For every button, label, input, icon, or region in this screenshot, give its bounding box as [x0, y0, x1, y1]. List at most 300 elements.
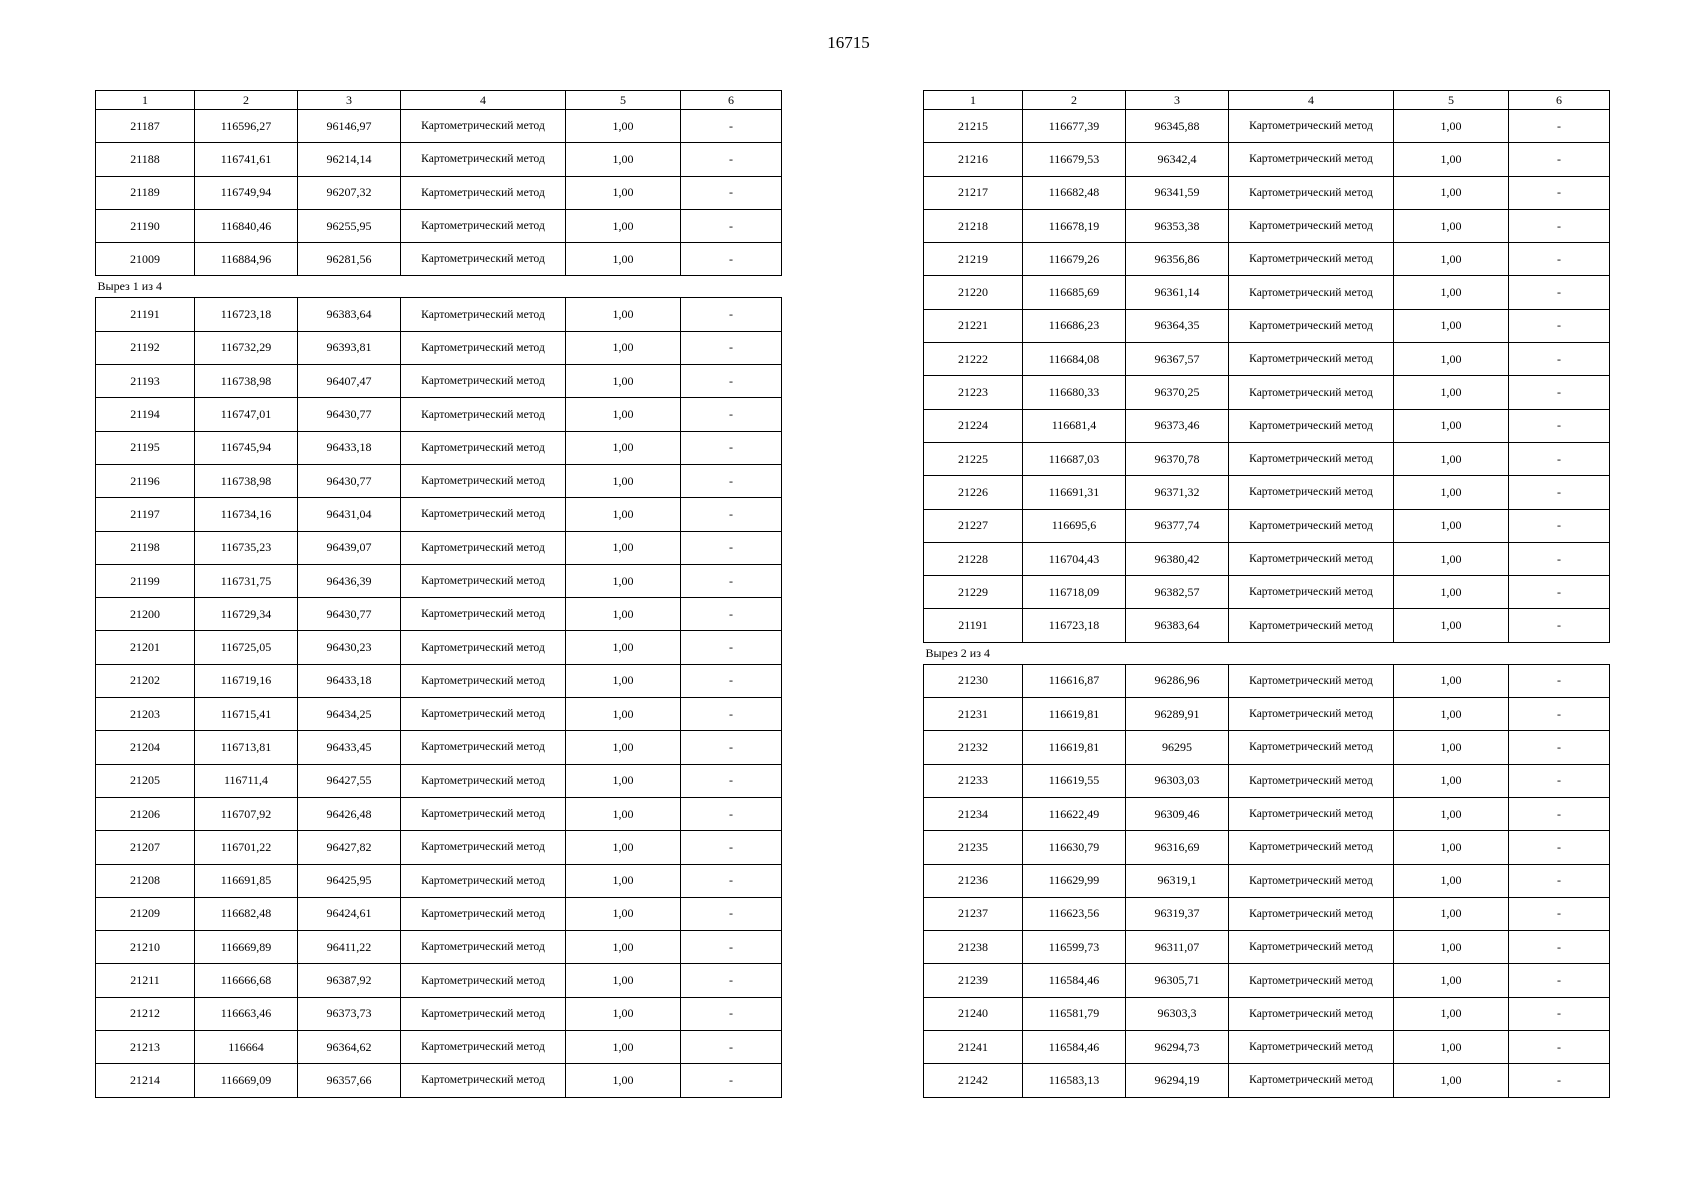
column-header: 5: [566, 91, 681, 110]
description-cell: -: [1509, 698, 1610, 731]
x-coordinate-cell: 116691,31: [1023, 476, 1126, 509]
accuracy-cell: 1,00: [1394, 509, 1509, 542]
coordinates-table-right: [923, 90, 1610, 1098]
method-cell: Картометрический метод: [401, 964, 566, 997]
y-coordinate-cell: 96430,23: [298, 631, 401, 664]
table-row: [924, 1064, 1610, 1097]
y-coordinate-cell: 96289,91: [1126, 698, 1229, 731]
method-cell: Картометрический метод: [401, 897, 566, 930]
y-coordinate-cell: 96433,45: [298, 731, 401, 764]
x-coordinate-cell: 116599,73: [1023, 931, 1126, 964]
y-coordinate-cell: 96319,37: [1126, 897, 1229, 930]
method-cell: Картометрический метод: [1229, 143, 1394, 176]
point-number-cell: 21195: [96, 431, 195, 464]
x-coordinate-cell: 116715,41: [195, 698, 298, 731]
accuracy-cell: 1,00: [1394, 409, 1509, 442]
description-cell: -: [681, 365, 782, 398]
method-cell: Картометрический метод: [401, 176, 566, 209]
y-coordinate-cell: 96430,77: [298, 464, 401, 497]
method-cell: Картометрический метод: [1229, 409, 1394, 442]
point-number-cell: 21230: [924, 664, 1023, 697]
accuracy-cell: 1,00: [566, 997, 681, 1030]
accuracy-cell: 1,00: [566, 698, 681, 731]
table-row: [924, 931, 1610, 964]
table-row: [96, 797, 782, 830]
table-row: [96, 298, 782, 331]
accuracy-cell: 1,00: [566, 431, 681, 464]
method-cell: Картометрический метод: [401, 564, 566, 597]
accuracy-cell: 1,00: [1394, 442, 1509, 475]
accuracy-cell: 1,00: [566, 331, 681, 364]
description-cell: -: [1509, 442, 1610, 475]
table-row: [924, 309, 1610, 342]
table-row: [96, 398, 782, 431]
description-cell: -: [1509, 764, 1610, 797]
table-row: [924, 442, 1610, 475]
x-coordinate-cell: 116666,68: [195, 964, 298, 997]
table-row: [96, 997, 782, 1030]
accuracy-cell: 1,00: [1394, 276, 1509, 309]
x-coordinate-cell: 116684,08: [1023, 343, 1126, 376]
point-number-cell: 21223: [924, 376, 1023, 409]
x-coordinate-cell: 116622,49: [1023, 797, 1126, 830]
table-row: [924, 864, 1610, 897]
x-coordinate-cell: 116701,22: [195, 831, 298, 864]
method-cell: Картометрический метод: [1229, 1064, 1394, 1097]
description-cell: -: [681, 831, 782, 864]
table-header-row: [924, 91, 1610, 110]
description-cell: -: [681, 298, 782, 331]
y-coordinate-cell: 96214,14: [298, 143, 401, 176]
table-row: [96, 964, 782, 997]
table-row: [96, 897, 782, 930]
x-coordinate-cell: 116713,81: [195, 731, 298, 764]
description-cell: -: [681, 864, 782, 897]
section-row: [96, 276, 782, 298]
accuracy-cell: 1,00: [1394, 176, 1509, 209]
y-coordinate-cell: 96146,97: [298, 110, 401, 143]
x-coordinate-cell: 116745,94: [195, 431, 298, 464]
point-number-cell: 21218: [924, 209, 1023, 242]
method-cell: Картометрический метод: [401, 498, 566, 531]
point-number-cell: 21222: [924, 343, 1023, 376]
point-number-cell: 21233: [924, 764, 1023, 797]
y-coordinate-cell: 96426,48: [298, 797, 401, 830]
accuracy-cell: 1,00: [566, 110, 681, 143]
point-number-cell: 21203: [96, 698, 195, 731]
point-number-cell: 21196: [96, 464, 195, 497]
accuracy-cell: 1,00: [1394, 309, 1509, 342]
table-row: [96, 1031, 782, 1064]
method-cell: Картометрический метод: [1229, 110, 1394, 143]
accuracy-cell: 1,00: [1394, 997, 1509, 1030]
y-coordinate-cell: 96383,64: [1126, 609, 1229, 642]
method-cell: Картометрический метод: [1229, 931, 1394, 964]
accuracy-cell: 1,00: [566, 398, 681, 431]
x-coordinate-cell: 116685,69: [1023, 276, 1126, 309]
y-coordinate-cell: 96286,96: [1126, 664, 1229, 697]
y-coordinate-cell: 96281,56: [298, 243, 401, 276]
point-number-cell: 21197: [96, 498, 195, 531]
table-row: [96, 464, 782, 497]
description-cell: -: [681, 176, 782, 209]
x-coordinate-cell: 116749,94: [195, 176, 298, 209]
y-coordinate-cell: 96407,47: [298, 365, 401, 398]
coordinates-table-left: [95, 90, 782, 1098]
x-coordinate-cell: 116682,48: [195, 897, 298, 930]
accuracy-cell: 1,00: [1394, 343, 1509, 376]
description-cell: -: [681, 997, 782, 1030]
table-row: [96, 698, 782, 731]
y-coordinate-cell: 96342,4: [1126, 143, 1229, 176]
point-number-cell: 21198: [96, 531, 195, 564]
table-row: [96, 1064, 782, 1097]
table-row: [924, 542, 1610, 575]
x-coordinate-cell: 116619,55: [1023, 764, 1126, 797]
method-cell: Картометрический метод: [401, 365, 566, 398]
x-coordinate-cell: 116747,01: [195, 398, 298, 431]
x-coordinate-cell: 116707,92: [195, 797, 298, 830]
y-coordinate-cell: 96434,25: [298, 698, 401, 731]
method-cell: Картометрический метод: [1229, 897, 1394, 930]
accuracy-cell: 1,00: [1394, 764, 1509, 797]
accuracy-cell: 1,00: [566, 365, 681, 398]
table-row: [924, 276, 1610, 309]
accuracy-cell: 1,00: [566, 209, 681, 242]
method-cell: Картометрический метод: [1229, 964, 1394, 997]
x-coordinate-cell: 116664: [195, 1031, 298, 1064]
accuracy-cell: 1,00: [566, 464, 681, 497]
point-number-cell: 21220: [924, 276, 1023, 309]
table-row: [96, 731, 782, 764]
description-cell: -: [1509, 243, 1610, 276]
description-cell: -: [681, 1064, 782, 1097]
table-row: [96, 243, 782, 276]
point-number-cell: 21212: [96, 997, 195, 1030]
x-coordinate-cell: 116584,46: [1023, 1031, 1126, 1064]
description-cell: -: [681, 931, 782, 964]
description-cell: -: [1509, 343, 1610, 376]
y-coordinate-cell: 96424,61: [298, 897, 401, 930]
y-coordinate-cell: 96380,42: [1126, 542, 1229, 575]
accuracy-cell: 1,00: [566, 631, 681, 664]
point-number-cell: 21205: [96, 764, 195, 797]
accuracy-cell: 1,00: [1394, 243, 1509, 276]
table-row: [924, 1031, 1610, 1064]
y-coordinate-cell: 96430,77: [298, 598, 401, 631]
x-coordinate-cell: 116678,19: [1023, 209, 1126, 242]
description-cell: -: [1509, 576, 1610, 609]
x-coordinate-cell: 116687,03: [1023, 442, 1126, 475]
description-cell: -: [681, 664, 782, 697]
method-cell: Картометрический метод: [401, 209, 566, 242]
point-number-cell: 21202: [96, 664, 195, 697]
description-cell: -: [681, 209, 782, 242]
method-cell: Картометрический метод: [401, 431, 566, 464]
description-cell: -: [1509, 542, 1610, 575]
point-number-cell: 21239: [924, 964, 1023, 997]
point-number-cell: 21235: [924, 831, 1023, 864]
table-row: [924, 209, 1610, 242]
x-coordinate-cell: 116741,61: [195, 143, 298, 176]
y-coordinate-cell: 96207,32: [298, 176, 401, 209]
accuracy-cell: 1,00: [566, 764, 681, 797]
method-cell: Картометрический метод: [401, 110, 566, 143]
x-coordinate-cell: 116735,23: [195, 531, 298, 564]
point-number-cell: 21241: [924, 1031, 1023, 1064]
section-label: Вырез 1 из 4: [96, 276, 782, 298]
y-coordinate-cell: 96311,07: [1126, 931, 1229, 964]
accuracy-cell: 1,00: [1394, 110, 1509, 143]
column-header: 2: [195, 91, 298, 110]
method-cell: Картометрический метод: [401, 331, 566, 364]
accuracy-cell: 1,00: [1394, 1031, 1509, 1064]
x-coordinate-cell: 116682,48: [1023, 176, 1126, 209]
table-row: [96, 110, 782, 143]
method-cell: Картометрический метод: [1229, 442, 1394, 475]
accuracy-cell: 1,00: [566, 897, 681, 930]
method-cell: Картометрический метод: [401, 997, 566, 1030]
point-number-cell: 21228: [924, 542, 1023, 575]
description-cell: -: [1509, 731, 1610, 764]
x-coordinate-cell: 116695,6: [1023, 509, 1126, 542]
x-coordinate-cell: 116738,98: [195, 464, 298, 497]
accuracy-cell: 1,00: [1394, 797, 1509, 830]
accuracy-cell: 1,00: [566, 298, 681, 331]
point-number-cell: 21227: [924, 509, 1023, 542]
y-coordinate-cell: 96345,88: [1126, 110, 1229, 143]
y-coordinate-cell: 96439,07: [298, 531, 401, 564]
table-row: [924, 964, 1610, 997]
table-row: [924, 409, 1610, 442]
table-row: [96, 831, 782, 864]
x-coordinate-cell: 116669,09: [195, 1064, 298, 1097]
x-coordinate-cell: 116691,85: [195, 864, 298, 897]
y-coordinate-cell: 96357,66: [298, 1064, 401, 1097]
y-coordinate-cell: 96431,04: [298, 498, 401, 531]
column-header: 3: [1126, 91, 1229, 110]
point-number-cell: 21187: [96, 110, 195, 143]
table-row: [924, 797, 1610, 830]
method-cell: Картометрический метод: [1229, 509, 1394, 542]
y-coordinate-cell: 96294,19: [1126, 1064, 1229, 1097]
method-cell: Картометрический метод: [1229, 542, 1394, 575]
method-cell: Картометрический метод: [401, 598, 566, 631]
table-row: [924, 143, 1610, 176]
accuracy-cell: 1,00: [566, 831, 681, 864]
accuracy-cell: 1,00: [1394, 831, 1509, 864]
point-number-cell: 21238: [924, 931, 1023, 964]
column-header: 5: [1394, 91, 1509, 110]
method-cell: Картометрический метод: [401, 464, 566, 497]
point-number-cell: 21208: [96, 864, 195, 897]
x-coordinate-cell: 116679,26: [1023, 243, 1126, 276]
y-coordinate-cell: 96436,39: [298, 564, 401, 597]
y-coordinate-cell: 96364,35: [1126, 309, 1229, 342]
description-cell: -: [1509, 864, 1610, 897]
accuracy-cell: 1,00: [1394, 542, 1509, 575]
table-row: [924, 243, 1610, 276]
method-cell: Картометрический метод: [1229, 764, 1394, 797]
y-coordinate-cell: 96383,64: [298, 298, 401, 331]
point-number-cell: 21209: [96, 897, 195, 930]
description-cell: -: [681, 731, 782, 764]
x-coordinate-cell: 116583,13: [1023, 1064, 1126, 1097]
y-coordinate-cell: 96295: [1126, 731, 1229, 764]
description-cell: -: [1509, 143, 1610, 176]
description-cell: -: [681, 797, 782, 830]
point-number-cell: 21237: [924, 897, 1023, 930]
description-cell: -: [1509, 997, 1610, 1030]
point-number-cell: 21206: [96, 797, 195, 830]
accuracy-cell: 1,00: [566, 498, 681, 531]
x-coordinate-cell: 116738,98: [195, 365, 298, 398]
x-coordinate-cell: 116734,16: [195, 498, 298, 531]
y-coordinate-cell: 96430,77: [298, 398, 401, 431]
accuracy-cell: 1,00: [1394, 1064, 1509, 1097]
method-cell: Картометрический метод: [1229, 476, 1394, 509]
column-header: 4: [1229, 91, 1394, 110]
table-row: [96, 498, 782, 531]
method-cell: Картометрический метод: [401, 398, 566, 431]
x-coordinate-cell: 116629,99: [1023, 864, 1126, 897]
description-cell: -: [1509, 897, 1610, 930]
accuracy-cell: 1,00: [566, 1031, 681, 1064]
y-coordinate-cell: 96316,69: [1126, 831, 1229, 864]
table-row: [96, 331, 782, 364]
y-coordinate-cell: 96319,1: [1126, 864, 1229, 897]
table-row: [96, 143, 782, 176]
point-number-cell: 21229: [924, 576, 1023, 609]
table-row: [924, 609, 1610, 642]
y-coordinate-cell: 96370,25: [1126, 376, 1229, 409]
description-cell: -: [1509, 176, 1610, 209]
x-coordinate-cell: 116581,79: [1023, 997, 1126, 1030]
accuracy-cell: 1,00: [566, 964, 681, 997]
point-number-cell: 21217: [924, 176, 1023, 209]
point-number-cell: 21009: [96, 243, 195, 276]
accuracy-cell: 1,00: [1394, 143, 1509, 176]
method-cell: Картометрический метод: [401, 831, 566, 864]
method-cell: Картометрический метод: [401, 698, 566, 731]
method-cell: Картометрический метод: [401, 731, 566, 764]
point-number-cell: 21215: [924, 110, 1023, 143]
point-number-cell: 21199: [96, 564, 195, 597]
table-row: [924, 110, 1610, 143]
x-coordinate-cell: 116677,39: [1023, 110, 1126, 143]
point-number-cell: 21210: [96, 931, 195, 964]
description-cell: -: [681, 897, 782, 930]
x-coordinate-cell: 116711,4: [195, 764, 298, 797]
table-row: [96, 598, 782, 631]
method-cell: Картометрический метод: [1229, 1031, 1394, 1064]
accuracy-cell: 1,00: [566, 176, 681, 209]
point-number-cell: 21193: [96, 365, 195, 398]
y-coordinate-cell: 96382,57: [1126, 576, 1229, 609]
column-header: 1: [924, 91, 1023, 110]
accuracy-cell: 1,00: [1394, 897, 1509, 930]
y-coordinate-cell: 96361,14: [1126, 276, 1229, 309]
description-cell: -: [1509, 476, 1610, 509]
accuracy-cell: 1,00: [566, 931, 681, 964]
point-number-cell: 21190: [96, 209, 195, 242]
table-row: [96, 764, 782, 797]
description-cell: -: [1509, 376, 1610, 409]
y-coordinate-cell: 96294,73: [1126, 1031, 1229, 1064]
table-row: [924, 176, 1610, 209]
y-coordinate-cell: 96373,73: [298, 997, 401, 1030]
x-coordinate-cell: 116616,87: [1023, 664, 1126, 697]
method-cell: Картометрический метод: [401, 143, 566, 176]
point-number-cell: 21213: [96, 1031, 195, 1064]
point-number-cell: 21216: [924, 143, 1023, 176]
description-cell: -: [681, 143, 782, 176]
table-row: [96, 564, 782, 597]
description-cell: -: [681, 1031, 782, 1064]
y-coordinate-cell: 96255,95: [298, 209, 401, 242]
point-number-cell: 21224: [924, 409, 1023, 442]
point-number-cell: 21236: [924, 864, 1023, 897]
x-coordinate-cell: 116718,09: [1023, 576, 1126, 609]
y-coordinate-cell: 96371,32: [1126, 476, 1229, 509]
accuracy-cell: 1,00: [566, 797, 681, 830]
description-cell: -: [681, 464, 782, 497]
point-number-cell: 21191: [96, 298, 195, 331]
x-coordinate-cell: 116619,81: [1023, 731, 1126, 764]
point-number-cell: 21188: [96, 143, 195, 176]
table-row: [924, 509, 1610, 542]
method-cell: Картометрический метод: [1229, 731, 1394, 764]
method-cell: Картометрический метод: [401, 1064, 566, 1097]
method-cell: Картометрический метод: [1229, 243, 1394, 276]
y-coordinate-cell: 96393,81: [298, 331, 401, 364]
point-number-cell: 21191: [924, 609, 1023, 642]
x-coordinate-cell: 116679,53: [1023, 143, 1126, 176]
description-cell: -: [1509, 797, 1610, 830]
table-row: [96, 365, 782, 398]
description-cell: -: [1509, 931, 1610, 964]
method-cell: Картометрический метод: [1229, 864, 1394, 897]
point-number-cell: 21240: [924, 997, 1023, 1030]
accuracy-cell: 1,00: [1394, 864, 1509, 897]
accuracy-cell: 1,00: [1394, 476, 1509, 509]
column-header: 1: [96, 91, 195, 110]
table-row: [924, 576, 1610, 609]
point-number-cell: 21189: [96, 176, 195, 209]
y-coordinate-cell: 96303,03: [1126, 764, 1229, 797]
accuracy-cell: 1,00: [1394, 731, 1509, 764]
table-row: [96, 631, 782, 664]
y-coordinate-cell: 96309,46: [1126, 797, 1229, 830]
method-cell: Картометрический метод: [1229, 797, 1394, 830]
x-coordinate-cell: 116681,4: [1023, 409, 1126, 442]
description-cell: -: [1509, 509, 1610, 542]
description-cell: -: [1509, 409, 1610, 442]
x-coordinate-cell: 116596,27: [195, 110, 298, 143]
description-cell: -: [681, 764, 782, 797]
description-cell: -: [1509, 309, 1610, 342]
point-number-cell: 21231: [924, 698, 1023, 731]
table-row: [924, 997, 1610, 1030]
accuracy-cell: 1,00: [1394, 931, 1509, 964]
description-cell: -: [681, 498, 782, 531]
y-coordinate-cell: 96341,59: [1126, 176, 1229, 209]
method-cell: Картометрический метод: [401, 864, 566, 897]
description-cell: -: [681, 431, 782, 464]
section-label: Вырез 2 из 4: [924, 642, 1610, 664]
point-number-cell: 21201: [96, 631, 195, 664]
description-cell: -: [1509, 609, 1610, 642]
